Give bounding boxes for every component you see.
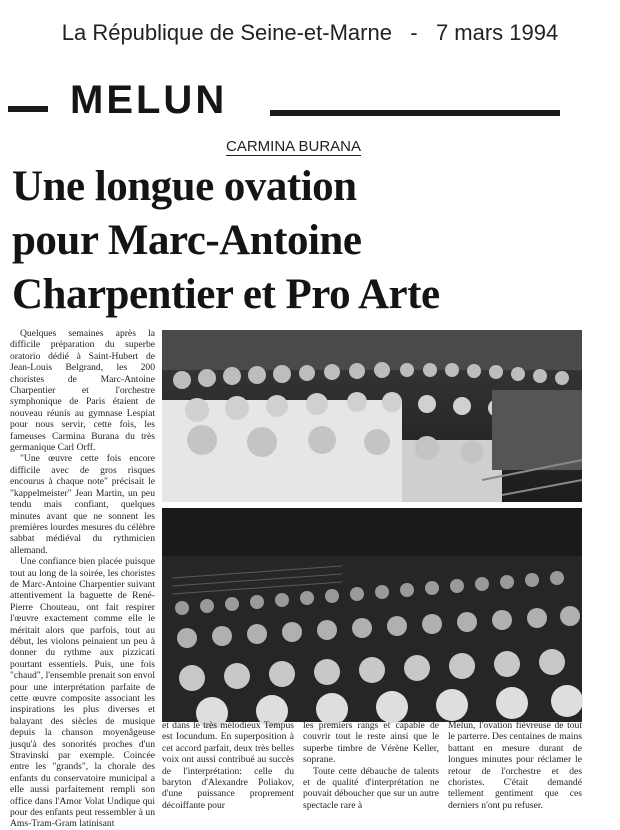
newspaper-masthead: La République de Seine-et-Marne - 7 mars 1994 — [61, 20, 559, 45]
photo-audience — [162, 508, 582, 722]
choir-photo-illustration — [162, 330, 582, 502]
headline-line-2: pour Marc-Antoine — [12, 217, 362, 264]
paragraph-intro: Quelques semaines après la difficile préparation du superbe oratorio dédié à Saint-Hubert de Jean-Louis Belgrand, les 200 choristes de Marc-Antoine Charpentier et l'orchestre symphonique de Paris étaient de nouveau réunis au gymnase Lespiat pour nous servir, cette fois, les fameuses Carmina Burana du très germanique Carl Orff. — [10, 328, 155, 454]
headline-line-1: Une longue ovation — [12, 163, 357, 210]
audience-photo-illustration — [162, 508, 582, 722]
article-headline — [12, 160, 440, 322]
section-rule-left — [8, 106, 48, 112]
paragraph-soloists: et dans le très mélodieux Tempus est Iocundum. En superposition à cet accord parfait, deux très belles voix ont aussi contribué au succès de l'interprétation: celle du baryton d'Alexandre Poliakov, d'une puissance proprement décoiffante pour — [162, 720, 294, 811]
article-column-2 — [162, 720, 294, 810]
article-column-left — [10, 328, 155, 830]
paragraph-performance: Une confiance bien placée puisque tout au long de la soirée, les choristes de Marc-Antoine Charpentier suivant attentivement la baguette de René-Pierre Chouteau, ont fait respirer l'œuvre exactement comme elle le méritait alors que parfois, tout au début, les violons peinaient un peu à donner du rythme aux pizzicati pourtant essentiels. Puis, une fois "chaud", l'ensemble prenait son envol pour une interprétation parfaite de cette œuvre composite associant les inspirations les plus diverses et balayant des siècles de musique depuis la chanson moyenâgeuse jusqu'à des sonorités proches d'un Stravinski par exemple. Coincée entre les "grands", la chorale des enfants du conservatoire municipal a elle aussi parfaitement rempli son office dans l'Amor Volat Undique qui pour des enfants peut ressembler à un Ams-Tram-Gram latinisant — [10, 556, 155, 830]
section-title: MELUN — [70, 78, 228, 122]
paragraph-soprano: les premiers rangs et capable de couvrir tout le reste ainsi que le superbe timbre de Vérène Keller, soprane. — [303, 720, 439, 766]
headline-line-3: Charpentier et Pro Arte — [12, 271, 440, 318]
paragraph-talents: Toute cette débauche de talents et de qualité d'interprétation ne pouvait déboucher que sur un autre spectacle rare à — [303, 765, 439, 811]
article-column-4 — [448, 720, 582, 810]
article-kicker: CARMINA BURANA — [226, 138, 362, 155]
photo-choir — [162, 330, 582, 502]
paragraph-quote: "Une œuvre cette fois encore difficile avec de gros risques encourus à chaque note" précisait le "kappelmeister" Jean Martin, un peu tendu mais confiant, quelques minutes avant que ne sonnent les premières lourdes mesures du célèbre sabbat médiéval du rythmicien allemand. — [10, 453, 155, 556]
paragraph-ovation: Melun, l'ovation fiévreuse de tout le parterre. Des centaines de mains battant en mesure durant de longues minutes pour réclamer le retour de l'orchestre et des choristes. C'était demandé tellement gentiment que ces derniers n'ont pu refuser. — [448, 720, 582, 811]
article-column-3 — [303, 720, 439, 810]
section-rule-right — [270, 110, 560, 116]
